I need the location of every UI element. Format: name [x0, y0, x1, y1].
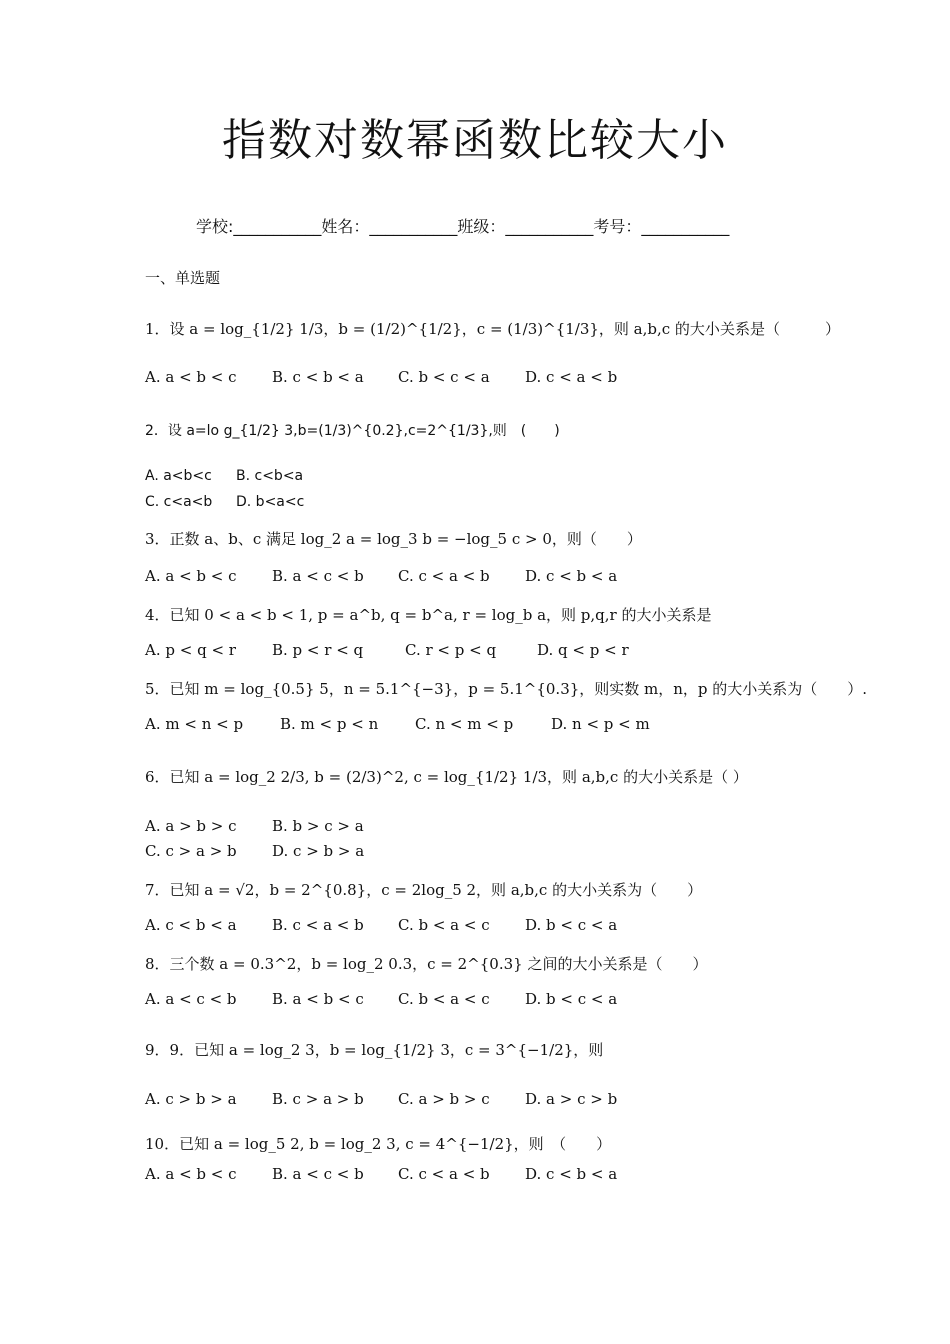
question-1-option-c: C. b < c < a [398, 368, 490, 386]
question-4-option-a: A. p < q < r [145, 641, 236, 659]
question-9-option-a: A. c > b > a [145, 1090, 237, 1108]
question-1-option-d: D. c < a < b [525, 368, 618, 386]
question-8-stem: 8．三个数 a = 0.3^2，b = log_2 0.3，c = 2^{0.3} 之间的大小关系是（ ） [145, 955, 708, 973]
question-6-option-c: C. c > a > b [145, 842, 237, 860]
question-7-option-d: D. b < c < a [525, 916, 618, 934]
question-5-option-a: A. m < n < p [145, 715, 244, 733]
question-7-option-c: C. b < a < c [398, 916, 490, 934]
question-1-stem: 1．设 a = log_{1/2} 1/3，b = (1/2)^{1/2}，c = (1/3)^{1/3}，则 a,b,c 的大小关系是（ ） [145, 320, 840, 338]
question-2-option-b: B. c<b<a [236, 468, 304, 484]
question-5-option-b: B. m < p < n [280, 715, 379, 733]
question-10-option-d: D. c < b < a [525, 1165, 618, 1183]
question-5-option-d: D. n < p < m [551, 715, 650, 733]
question-6-option-a: A. a > b > c [145, 817, 237, 835]
question-6-option-d: D. c > b > a [272, 842, 365, 860]
question-3-option-a: A. a < b < c [145, 567, 237, 585]
student-info-line: 学校:___________姓名：___________班级：___________考号：___________ [196, 217, 730, 236]
question-1-option-a: A. a < b < c [145, 368, 237, 386]
question-4-option-d: D. q < p < r [537, 641, 629, 659]
question-2-option-c: C. c<a<b [145, 494, 213, 510]
question-5-stem: 5．已知 m = log_{0.5} 5，n = 5.1^{−3}，p = 5.1^{0.3}，则实数 m，n，p 的大小关系为（ ）. [145, 680, 868, 698]
question-9-option-b: B. c > a > b [272, 1090, 364, 1108]
question-3-option-c: C. c < a < b [398, 567, 490, 585]
question-6-stem: 6．已知 a = log_2 2/3, b = (2/3)^2, c = log_{1/2} 1/3，则 a,b,c 的大小关系是（ ） [145, 768, 748, 786]
section-heading: 一、单选题 [145, 269, 221, 287]
question-2-option-d: D. b<a<c [236, 494, 305, 510]
question-6-option-b: B. b > c > a [272, 817, 364, 835]
question-5-option-c: C. n < m < p [415, 715, 514, 733]
question-7-option-a: A. c < b < a [145, 916, 237, 934]
question-8-option-c: C. b < a < c [398, 990, 490, 1008]
question-3-stem: 3．正数 a、b、c 满足 log_2 a = log_3 b = −log_5 c > 0，则（ ） [145, 530, 642, 548]
question-2-stem: 2．设 a=lo g_{1/2} 3,b=(1/3)^{0.2},c=2^{1/3},则 ( ) [145, 423, 560, 439]
question-10-option-b: B. a < c < b [272, 1165, 364, 1183]
question-10-option-a: A. a < b < c [145, 1165, 237, 1183]
question-8-option-b: B. a < b < c [272, 990, 364, 1008]
question-4-stem: 4．已知 0 < a < b < 1, p = a^b, q = b^a, r = log_b a，则 p,q,r 的大小关系是 [145, 606, 712, 624]
question-10-option-c: C. c < a < b [398, 1165, 490, 1183]
question-8-option-d: D. b < c < a [525, 990, 618, 1008]
question-4-option-b: B. p < r < q [272, 641, 364, 659]
question-1-option-b: B. c < b < a [272, 368, 364, 386]
question-9-stem: 9．9．已知 a = log_2 3，b = log_{1/2} 3，c = 3^{−1/2}，则 [145, 1041, 604, 1059]
question-3-option-d: D. c < b < a [525, 567, 618, 585]
question-2-option-a: A. a<b<c [145, 468, 212, 484]
question-10-stem: 10．已知 a = log_5 2, b = log_2 3, c = 4^{−1/2}，则 （ ） [145, 1135, 612, 1153]
page-title: 指数对数幂函数比较大小 [222, 115, 728, 166]
question-4-option-c: C. r < p < q [405, 641, 497, 659]
question-7-stem: 7．已知 a = √2，b = 2^{0.8}，c = 2log_5 2，则 a,b,c 的大小关系为（ ） [145, 881, 703, 899]
question-9-option-d: D. a > c > b [525, 1090, 618, 1108]
question-8-option-a: A. a < c < b [145, 990, 237, 1008]
question-9-option-c: C. a > b > c [398, 1090, 490, 1108]
question-3-option-b: B. a < c < b [272, 567, 364, 585]
question-7-option-b: B. c < a < b [272, 916, 364, 934]
